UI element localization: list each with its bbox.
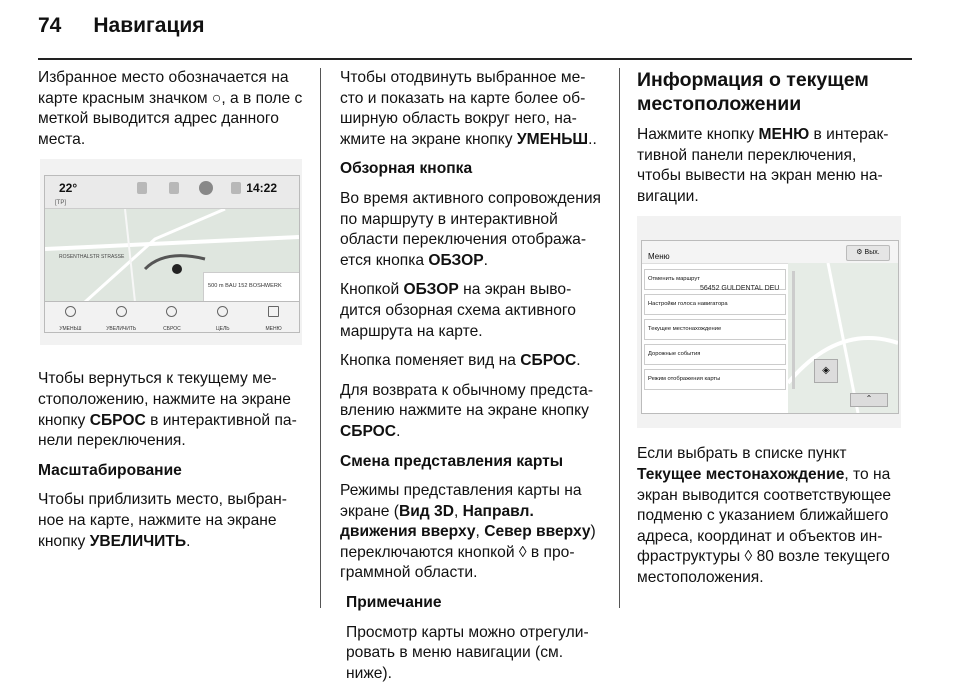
section-heading: Обзорная кнопка — [340, 160, 473, 178]
temperature-text: 22° — [59, 181, 78, 196]
media-icon — [169, 182, 179, 194]
scrollbar[interactable] — [792, 271, 795, 389]
note-title: Примечание — [346, 594, 442, 612]
paragraph: Кнопка поменяет вид на СБРОС. — [340, 352, 581, 370]
settings-icon — [231, 182, 241, 194]
menu-screenshot — [637, 216, 901, 428]
section-title: Информация о текущем местоположении — [637, 69, 869, 115]
map-roads — [788, 263, 898, 413]
crosshair-icon: ◈ — [822, 365, 830, 377]
status-bar — [45, 176, 299, 209]
paragraph: Чтобы вернуться к текущему местоположению, нажмите на экране кнопку СБРОС в интерактивной панели переключения. — [38, 370, 297, 450]
collapse-button[interactable] — [850, 393, 888, 407]
exit-button[interactable]: ⚙ Вых. — [846, 245, 890, 261]
clock-text: 14:22 — [246, 181, 277, 196]
column-3 — [637, 68, 903, 598]
column-1 — [38, 68, 304, 561]
zoom-out-button[interactable]: УМЕНЬШ — [45, 302, 96, 332]
paragraph: Чтобы приблизить место, выбранное на карте, нажмите на экране кнопку УВЕЛИЧИТЬ. — [38, 491, 287, 550]
crosshair-icon — [166, 306, 177, 317]
paragraph: Во время активного сопровождения по маршруту в интерактивной области переключения отображается кнопка ОБЗОР. — [340, 189, 601, 269]
infotainment-screen — [44, 175, 300, 333]
note-text: Просмотр карты можно отрегулировать в меню навигации (см. ниже). — [346, 623, 589, 682]
menu-button[interactable]: МЕНЮ — [248, 302, 299, 332]
menu-item-map-display[interactable]: Режим отображения карты — [644, 369, 786, 390]
menu-item-traffic-events[interactable]: Дорожные события — [644, 344, 786, 365]
header-rule — [38, 58, 912, 60]
menu-icon — [268, 306, 279, 317]
map-view — [788, 263, 898, 413]
search-icon — [217, 306, 228, 317]
zoom-in-button[interactable]: УВЕЛИЧИТЬ — [96, 302, 147, 332]
section-heading: Смена представления карты — [340, 452, 564, 470]
menu-title: Меню — [648, 252, 670, 262]
column-2 — [340, 68, 602, 693]
paragraph: Кнопкой ОБЗОР на экран выводится обзорная схема активного маршрута на карте. — [340, 281, 576, 340]
tp-label: [TP] — [55, 200, 67, 207]
column-divider — [320, 68, 321, 608]
paragraph: Если выбрать в списке пункт Текущее местонахождение, то на экран выводится соответствующее подменю с указанием ближайшего адреса, координат и объектов инфраструктуры ◊ 80 возле текущего местоположения. — [637, 445, 892, 586]
map-screenshot — [40, 159, 302, 345]
menu-header — [642, 241, 898, 264]
page-header — [38, 14, 205, 54]
location-button[interactable] — [814, 359, 838, 383]
infotainment-screen — [641, 240, 899, 414]
section-heading: Масштабирование — [38, 461, 182, 479]
paragraph: Режимы представления карты на экране (Вид 3D, Направл. движения вверху, Север вверху) переключаются кнопкой ◊ в программной области. — [340, 482, 596, 582]
page-title: Навигация — [93, 14, 205, 37]
gear-icon: ⚙ — [856, 249, 865, 257]
soft-key-bar — [45, 301, 299, 332]
chevron-up-icon: ⌃ — [865, 394, 873, 404]
minus-icon — [65, 306, 76, 317]
menu-item-voice-settings[interactable]: Настройки голоса навигатора — [644, 294, 786, 315]
column-divider — [619, 68, 620, 608]
page-number: 74 — [38, 14, 62, 37]
note-block — [340, 593, 602, 684]
paragraph: Чтобы отодвинуть выбранное место и показать на карте более обширную область вокруг него, нажмите на экране кнопку УМЕНЬШ.. — [340, 69, 597, 148]
address-text: 56452 GULDENTAL DEU — [700, 285, 780, 293]
menu-item-cancel-route[interactable]: Отменить маршрут — [644, 269, 786, 290]
phone-icon — [137, 182, 147, 194]
map-view — [45, 209, 299, 302]
route-line-1: 500 m BAU 152 BOSHWERK — [208, 283, 282, 290]
paragraph: Для возврата к обычному представлению нажмите на экране кнопку СБРОС. — [340, 381, 594, 440]
paragraph: Избранное место обозначается на карте красным значком ○, а в поле с меткой выводится адрес данного места. — [38, 69, 303, 148]
navigation-icon — [199, 181, 213, 195]
paragraph: Нажмите кнопку МЕНЮ в интерактивной панели переключения, чтобы вывести на экран меню навигации. — [637, 126, 889, 205]
destination-button[interactable]: ЦЕЛЬ — [197, 302, 248, 332]
reset-button[interactable]: СБРОС — [147, 302, 198, 332]
plus-icon — [116, 306, 127, 317]
street-label: ROSENTHALSTR STRASSE — [59, 254, 125, 261]
menu-item-current-location[interactable]: Текущее местонахождение — [644, 319, 786, 340]
